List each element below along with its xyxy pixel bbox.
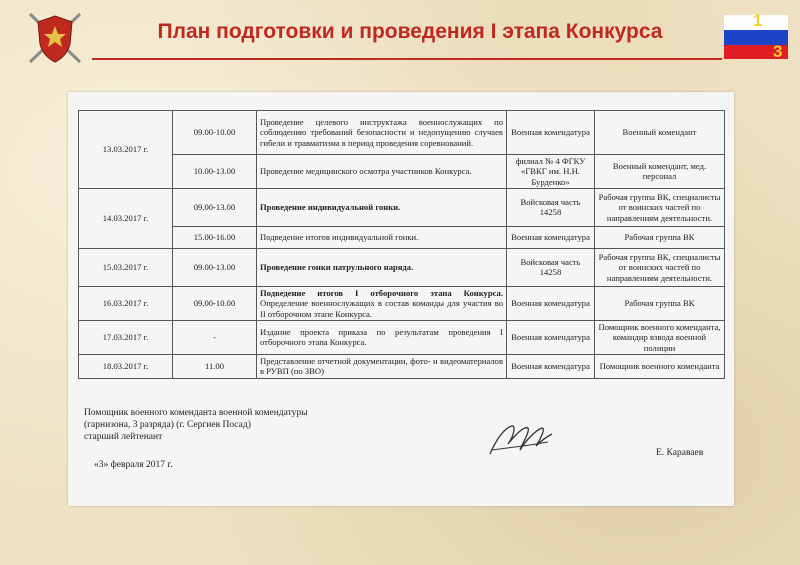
table-row xyxy=(79,248,725,286)
event-cell: Подведение итогов индивидуальной гонки. xyxy=(257,226,507,248)
time-cell: 09.00-10.00 xyxy=(173,286,257,320)
signatory-block xyxy=(84,408,308,444)
responsible-cell: Военный комендант xyxy=(595,111,725,155)
date-cell: 13.03.2017 г. xyxy=(79,111,173,189)
time-cell: 15.00-16.00 xyxy=(173,226,257,248)
responsible-cell: Рабочая группа ВК, специалисты от воинских частей по направлениям деятельности. xyxy=(595,248,725,286)
responsible-cell: Помощник военного коменданта xyxy=(595,354,725,378)
event-cell: Представление отчетной документации, фото- и видеоматериалов в РУВП (по ЗВО) xyxy=(257,354,507,378)
slide-number-3: 3 xyxy=(773,42,783,61)
military-police-emblem-icon xyxy=(22,8,88,68)
signer-name: Е. Караваев xyxy=(656,448,704,458)
place-cell: Военная комендатура xyxy=(507,286,595,320)
signatory-line: старший лейтенант xyxy=(84,431,163,442)
time-cell: - xyxy=(173,320,257,354)
place-cell: Военная комендатура xyxy=(507,226,595,248)
event-cell: Проведение гонки патрульного наряда. xyxy=(257,248,507,286)
table-row xyxy=(79,354,725,378)
table-row xyxy=(79,188,725,226)
responsible-cell: Помощник военного коменданта, командир взвода военной полиции xyxy=(595,320,725,354)
responsible-cell: Рабочая группа ВК xyxy=(595,286,725,320)
event-cell xyxy=(257,286,507,320)
time-cell: 09.00-13.00 xyxy=(173,248,257,286)
time-cell: 09.00-13.00 xyxy=(173,188,257,226)
place-cell: Военная комендатура xyxy=(507,320,595,354)
table-row xyxy=(79,320,725,354)
place-cell: Войсковая часть 14258 xyxy=(507,248,595,286)
table-row xyxy=(79,226,725,248)
date-cell: 17.03.2017 г. xyxy=(79,320,173,354)
table-row xyxy=(79,111,725,155)
responsible-cell: Рабочая группа ВК, специалисты от воинских частей по направлениям деятельности. xyxy=(595,188,725,226)
place-cell: Войсковая часть 14258 xyxy=(507,188,595,226)
date-cell: 18.03.2017 г. xyxy=(79,354,173,378)
time-cell: 10.00-13.00 xyxy=(173,155,257,189)
date-cell: 15.03.2017 г. xyxy=(79,248,173,286)
signatory-line: Помощник военного коменданта военной комендатуры xyxy=(84,408,308,418)
event-cell: Проведение целевого инструктажа военнослужащих по соблюдению требований безопасности и недопущению случаев гибели и травматизма в период проведения соревнований. xyxy=(257,111,507,155)
place-cell: филиал № 4 ФГКУ «ГВКГ им. Н.Н. Бурденко» xyxy=(507,155,595,189)
event-cell: Проведение индивидуальной гонки. xyxy=(257,188,507,226)
document-scan xyxy=(68,92,734,506)
responsible-cell: Военный комендант, мед. персонал xyxy=(595,155,725,189)
event-cell: Проведение медицинского осмотра участников Конкурса. xyxy=(257,155,507,189)
table-row xyxy=(79,155,725,189)
title-underline xyxy=(92,58,722,60)
page-title: План подготовки и проведения I этапа Конкурса xyxy=(157,20,663,43)
date-cell: 14.03.2017 г. xyxy=(79,188,173,248)
event-bold-text: Подведение итогов I отборочного этапа Конкурса. xyxy=(260,287,503,298)
place-cell: Военная комендатура xyxy=(507,354,595,378)
event-cell: Издание проекта приказа по результатам проведения I отборочного этапа Конкурса. xyxy=(257,320,507,354)
responsible-cell: Рабочая группа ВК xyxy=(595,226,725,248)
document-date: «3» февраля 2017 г. xyxy=(94,460,173,470)
handwritten-signature xyxy=(486,420,556,460)
time-cell: 09.00-10.00 xyxy=(173,111,257,155)
time-cell: 11.00 xyxy=(173,354,257,378)
table-row xyxy=(79,286,725,320)
schedule-table xyxy=(78,110,725,379)
signatory-line: (гарнизона, 3 разряда) (г. Сергиев Посад) xyxy=(84,419,251,430)
slide-number-1: 1 xyxy=(753,11,763,30)
event-text: Определение военнослужащих в состав команды для участия во II отборочном этапе Конкурса. xyxy=(260,298,503,319)
place-cell: Военная комендатура xyxy=(507,111,595,155)
date-cell: 16.03.2017 г. xyxy=(79,286,173,320)
